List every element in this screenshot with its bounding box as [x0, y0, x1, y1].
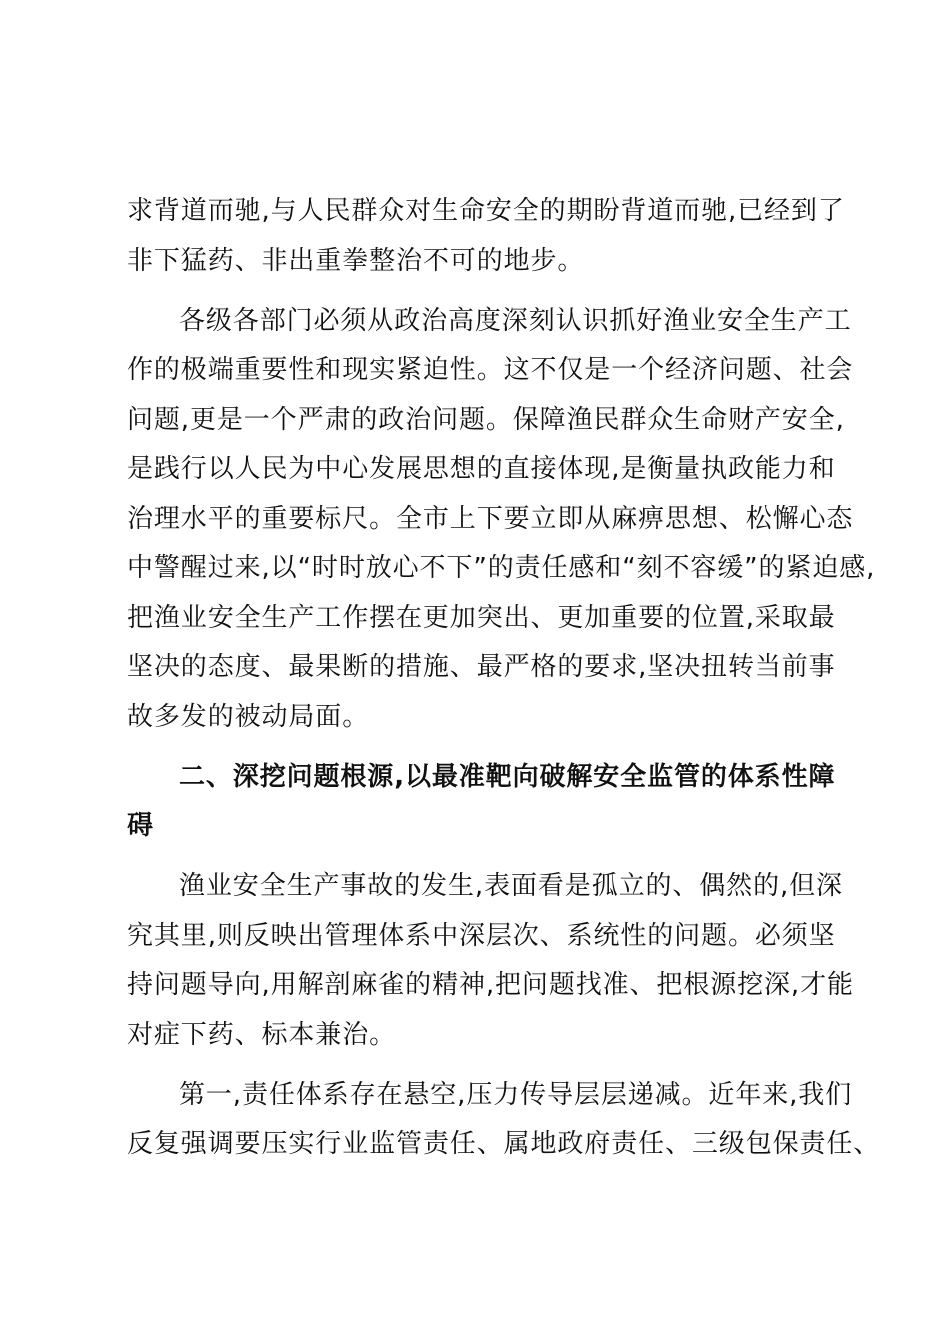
text-line: 渔业安全生产事故的发生,表面看是孤立的、偶然的,但深 [179, 871, 843, 901]
text-line: 中警醒过来,以“时时放心不下”的责任感和“刻不容缓”的紧迫感, [127, 553, 876, 583]
text-line: 作的极端重要性和现实紧迫性。这不仅是一个经济问题、社会 [127, 355, 854, 385]
text-line: 非下猛药、非出重拳整治不可的地步。 [127, 245, 585, 276]
text-line: 把渔业安全生产工作摆在更加突出、更加重要的位置,采取最 [127, 602, 836, 633]
heading-line: 二、深挖问题根源,以最准靶向破解安全监管的体系性障 [179, 761, 836, 792]
section-heading [127, 753, 837, 852]
text-line: 坚决的态度、最果断的措施、最严格的要求,坚决扭转当前事 [127, 652, 836, 682]
text-line: 是践行以人民为中心发展思想的直接体现,是衡量执政能力和 [127, 454, 836, 484]
text-line: 反复强调要压实行业监管责任、属地政府责任、三级包保责任、 [127, 1129, 881, 1159]
document-page [127, 187, 881, 1180]
text-line: 对症下药、标本兼治。 [127, 1019, 397, 1050]
text-line: 究其里,则反映出管理体系中深层次、系统性的问题。必须坚 [127, 920, 836, 951]
paragraph-problem-orientation [127, 862, 854, 1060]
text-line: 故多发的被动局面。 [127, 701, 370, 732]
paragraph-continuation [127, 187, 845, 286]
text-line: 持问题导向,用解剖麻雀的精神,把问题找准、把根源挖深,才能 [127, 970, 854, 1000]
text-line: 求背道而驰,与人民群众对生命安全的期盼背道而驰,已经到了 [127, 196, 845, 226]
text-line: 问题,更是一个严肃的政治问题。保障渔民群众生命财产安全, [127, 404, 845, 435]
text-line: 治理水平的重要标尺。全市上下要立即从麻痹思想、松懈心态 [127, 503, 854, 534]
paragraph-first-point [127, 1071, 881, 1170]
text-line: 第一,责任体系存在悬空,压力传导层层递减。近年来,我们 [179, 1079, 853, 1110]
heading-line: 碍 [127, 811, 154, 841]
text-line: 各级各部门必须从政治高度深刻认识抓好渔业安全生产工 [179, 305, 852, 336]
paragraph-political-importance [127, 297, 876, 743]
